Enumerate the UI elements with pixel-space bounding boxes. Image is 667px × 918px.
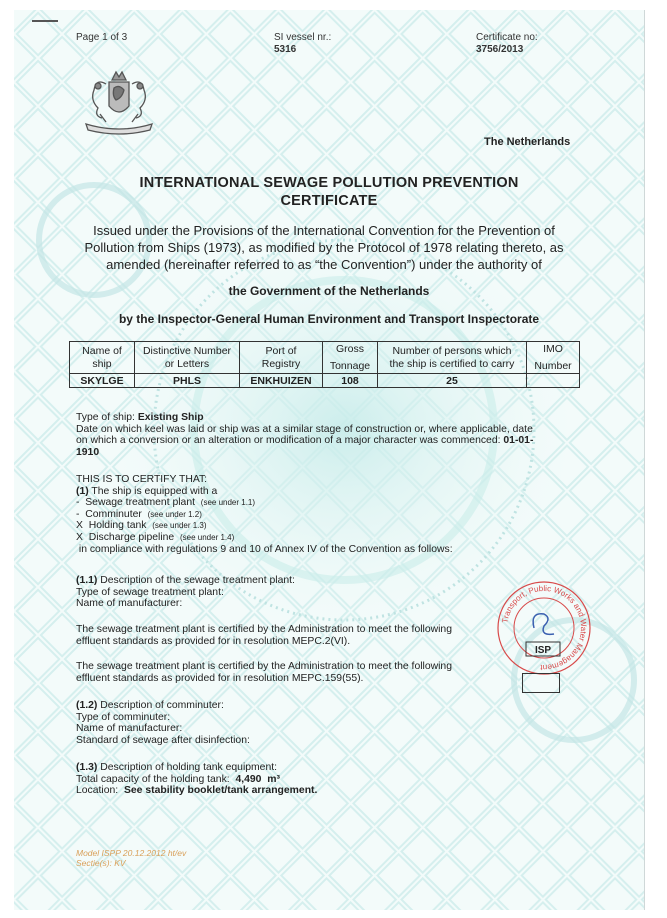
list-item: - Comminuter (see under 1.2) (76, 508, 202, 520)
list-item: X Holding tank (see under 1.3) (76, 520, 207, 532)
intro-line: amended (hereinafter referred to as “the Convention”) under the authority of (106, 257, 542, 272)
section-1-1: (1.1) Description of the sewage treatment plant: Type of sewage treatment plant: Name of manufacturer: (76, 575, 295, 610)
list-item: X Discharge pipeline (see under 1.4) (76, 531, 235, 543)
intro-line: Issued under the Provisions of the International Convention for the Prevention of (93, 223, 555, 238)
certificate-title-line2: CERTIFICATE (280, 193, 378, 209)
page-number: Page 1 of 3 (76, 32, 128, 43)
intro-line: Pollution from Ships (1973), as modified by the Protocol of 1978 relating thereto, as (84, 240, 564, 255)
certificate-number-value: 3756/2013 (476, 44, 524, 55)
ship-particulars-table (69, 341, 580, 388)
section-1-3: (1.3) Description of holding tank equipment: Total capacity of the holding tank: 4,490 m³ Location: See stability booklet/tank arrangement. (76, 762, 318, 797)
gross-tonnage-cell: 108 (323, 374, 378, 388)
certificate-title-line1: INTERNATIONAL SEWAGE POLLUTION PREVENTION (139, 175, 519, 191)
official-stamp-icon (494, 578, 594, 678)
table-header-row (70, 342, 580, 374)
certify-block: THIS IS TO CERTIFY THAT: (1) The ship is equipped with a - Sewage treatment plant (see under 1.1) - Comminuter (see under 1.2) X Holding tank (see under 1.3) X Discharge pipeline (see under 1.4) in compliance with regulations 9 and 10 of Annex IV of the Convention as follows: (76, 474, 576, 555)
table-header-cell: Port of Registry (240, 342, 323, 374)
svg-text:Transport, Public Works and Wa: Transport, Public Works and Water Management (500, 583, 589, 673)
country-name: The Netherlands (484, 136, 571, 148)
government-line: the Government of the Netherlands (228, 284, 430, 298)
section-1-2: (1.2) Description of comminuter: Type of comminuter: Name of manufacturer: Standard of sewage after disinfection: (76, 700, 250, 746)
ship-type-block: Type of ship: Existing Ship Date on which keel was laid or ship was at a similar stage of construction or, where applicable, date on which a conversion or an alteration or modification of a major character was commenced: 01-01- 1910 (76, 412, 534, 458)
persons-cell: 25 (378, 374, 527, 388)
table-row (70, 374, 580, 388)
table-header-cell: IMO Number (527, 342, 580, 374)
table-header-cell: Number of persons which the ship is certified to carry (378, 342, 527, 374)
table-header-cell: Name of ship (70, 342, 135, 374)
certificate-number-label: Certificate no: (476, 32, 538, 43)
footer-model: Model ISPP 20.12.2012 ht/ev Sectie(s): KV (76, 848, 187, 868)
certificate-page (14, 10, 645, 910)
table-header-cell: Gross Tonnage (323, 342, 378, 374)
imo-number-cell (527, 374, 580, 388)
port-of-registry-cell: ENKHUIZEN (240, 374, 323, 388)
ship-name-cell: SKYLGE (70, 374, 135, 388)
vessel-number-label: SI vessel nr.: (274, 32, 332, 43)
empty-checkbox (522, 673, 560, 693)
corner-mark (32, 20, 58, 22)
intro-text (74, 222, 574, 273)
list-item: - Sewage treatment plant (see under 1.1) (76, 497, 256, 509)
svg-text:ISP: ISP (534, 645, 552, 656)
coat-of-arms-icon (76, 68, 162, 138)
mepc-159-paragraph: The sewage treatment plant is certified by the Administration to meet the following effluent standards as provided for in resolution MEPC.159(55). (76, 661, 452, 684)
distinctive-letters-cell: PHLS (135, 374, 240, 388)
mepc-2-paragraph: The sewage treatment plant is certified by the Administration to meet the following effluent standards as provided for in resolution MEPC.2(VI). (76, 624, 452, 647)
table-header-cell: Distinctive Number or Letters (135, 342, 240, 374)
vessel-number-value: 5316 (274, 44, 297, 55)
inspector-line: by the Inspector-General Human Environment and Transport Inspectorate (118, 312, 540, 326)
